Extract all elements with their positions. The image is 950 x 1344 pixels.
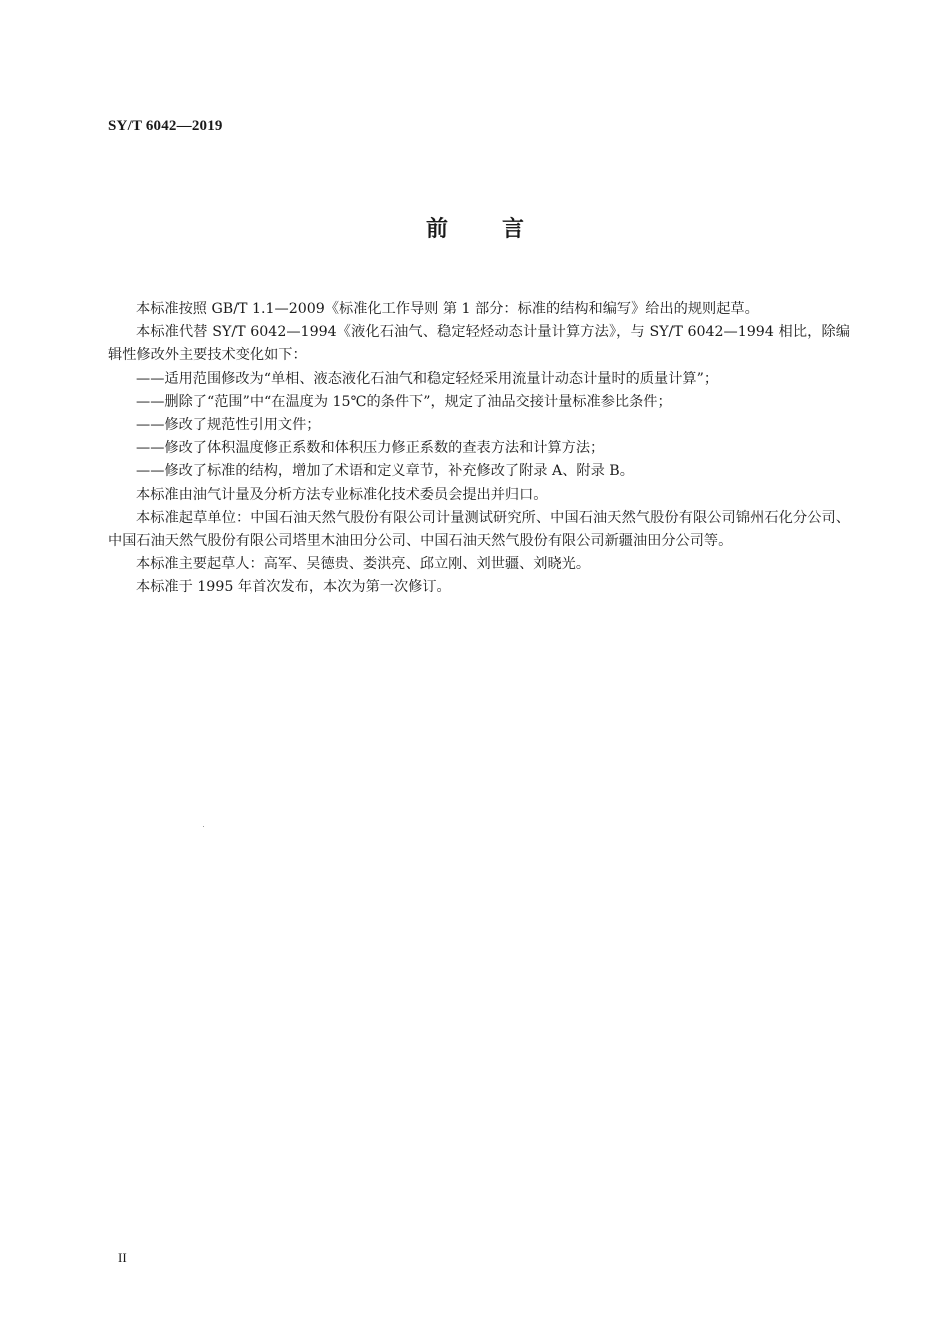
title-char-1: 前 bbox=[425, 217, 448, 242]
change-item-normative-references: ——修改了规范性引用文件； bbox=[136, 417, 321, 434]
paragraph-replaces: 本标准代替 SY/T 6042—1994《液化石油气、稳定轻烃动态计量计算方法》，与 SY/T 6042—1994 相比，除编辑性修改外主要技术变化如下： bbox=[108, 324, 850, 364]
foreword-body bbox=[108, 298, 850, 600]
paragraph-drafting-units: 本标准起草单位：中国石油天然气股份有限公司计量测试研究所、中国石油天然气股份有限公司锦州石化分公司、中国石油天然气股份有限公司塔里木油田分公司、中国石油天然气股份有限公司新疆油田分公司等。 bbox=[108, 509, 850, 550]
change-item-scope: ——适用范围修改为“单相、液态液化石油气和稳定轻烃采用流量计动态计量时的质量计算”； bbox=[136, 370, 719, 387]
title-char-2: 言 bbox=[502, 217, 525, 242]
paragraph-drafters: 本标准主要起草人：高军、吴德贵、娄洪亮、邱立刚、刘世疆、刘晓光。 bbox=[136, 556, 591, 573]
change-item-correction-factors: ——修改了体积温度修正系数和体积压力修正系数的查表方法和计算方法； bbox=[136, 440, 605, 457]
scan-speck bbox=[203, 826, 204, 827]
page-number: II bbox=[118, 1250, 127, 1265]
paragraph-drafting-rules: 本标准按照 GB/T 1.1—2009《标准化工作导则 第 1 部分：标准的结构和编写》给出的规则起草。 bbox=[136, 301, 759, 317]
standard-code: SY/T 6042—2019 bbox=[108, 118, 223, 134]
paragraph-proposer: 本标准由油气计量及分析方法专业标准化技术委员会提出并归口。 bbox=[136, 486, 548, 503]
page-title bbox=[0, 212, 950, 243]
change-item-structure: ——修改了标准的结构，增加了术语和定义章节，补充修改了附录 A、附录 B。 bbox=[136, 463, 634, 480]
paragraph-history: 本标准于 1995 年首次发布，本次为第一次修订。 bbox=[136, 579, 451, 596]
change-item-reference-conditions: ——删除了“范围”中“在温度为 15℃的条件下”，规定了油品交接计量标准参比条件； bbox=[136, 393, 672, 410]
